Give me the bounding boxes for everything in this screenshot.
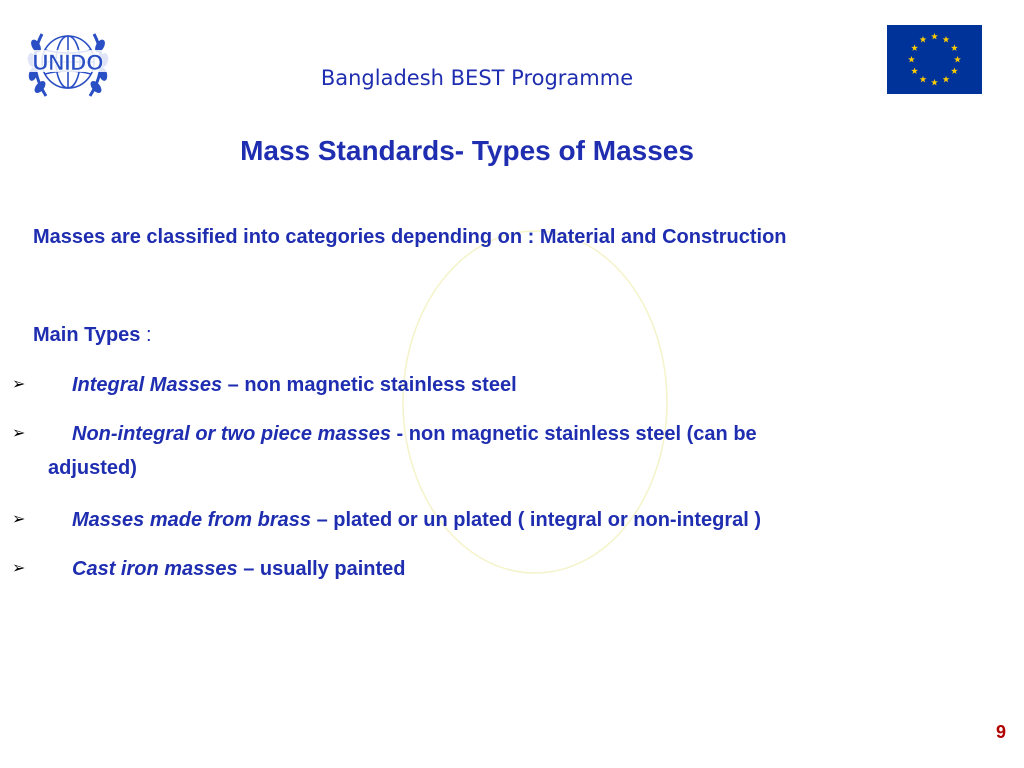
bullet-separator: – (311, 509, 334, 531)
bullet-description: usually painted (259, 558, 406, 580)
unido-logo-icon (22, 24, 114, 104)
bullet-term: Integral Masses (72, 374, 223, 396)
bullet-text (12, 416, 1012, 452)
bullet-term: Non-integral or two piece masses (72, 423, 391, 445)
page-number: 9 (995, 722, 1006, 742)
list-item (12, 367, 1012, 403)
eu-flag-icon (887, 25, 982, 94)
bullet-text (12, 502, 1012, 538)
bullet-description: non magnetic stainless steel (can be (408, 423, 757, 445)
bullet-description: non magnetic stainless steel (244, 374, 517, 396)
bullet-continuation: adjusted) (48, 457, 137, 479)
bullet-separator: - (390, 423, 409, 445)
arrow-bullet-icon: ➢ (12, 376, 26, 393)
list-item (12, 551, 1012, 587)
main-types-label: Main Types (33, 324, 141, 346)
arrow-bullet-icon: ➢ (12, 425, 26, 442)
arrow-bullet-icon: ➢ (12, 560, 26, 577)
intro-text: Masses are classified into categories depending on : Material and Construction (33, 226, 787, 248)
slide-title: Mass Standards- Types of Masses (240, 135, 694, 166)
main-types-heading (33, 324, 152, 347)
bullet-separator: – (222, 374, 245, 396)
bullet-text (12, 551, 1012, 587)
list-item (12, 416, 1012, 486)
programme-title: Bangladesh BEST Programme (320, 66, 634, 90)
bullet-separator: – (237, 558, 260, 580)
bullet-term: Masses made from brass (72, 509, 312, 531)
bullet-text (12, 367, 1012, 403)
bullet-term: Cast iron masses (72, 558, 238, 580)
bullet-description: plated or un plated ( integral or non-integral ) (333, 509, 762, 531)
main-types-colon: : (146, 324, 152, 346)
unido-logo-text: UNIDO (32, 50, 104, 75)
arrow-bullet-icon: ➢ (12, 511, 26, 528)
list-item (12, 502, 1012, 538)
